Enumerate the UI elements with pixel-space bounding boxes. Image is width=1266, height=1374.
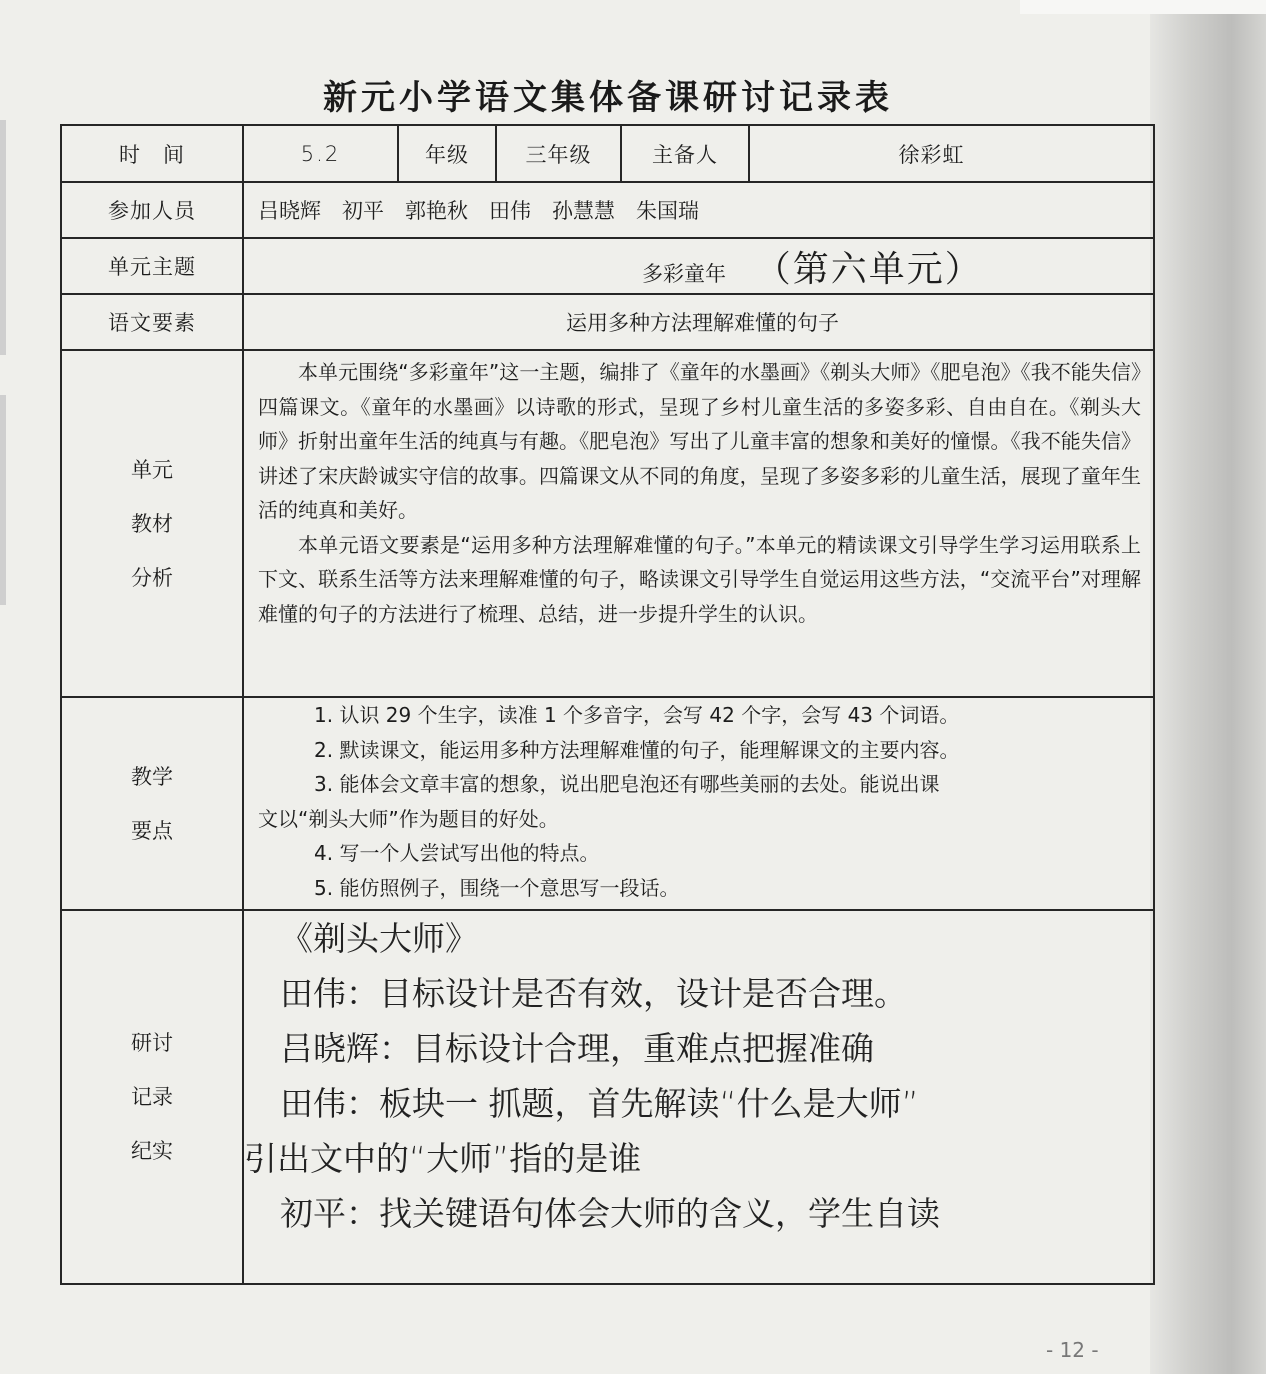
analysis-label-line: 单元 [131,457,173,482]
participants-row [61,182,1154,238]
participants-label: 参加人员 [61,182,243,238]
language-element-row [61,294,1154,350]
time-value: 5.2 [243,125,398,182]
discussion-note: 《剃头大师》 [280,919,478,958]
teaching-point: 5. 能仿照例子，围绕一个意思写一段话。 [314,875,680,900]
analysis-row [61,350,1154,697]
analysis-label-line: 教材 [131,511,173,536]
analysis-content [243,350,1154,697]
discussion-note: 吕晓辉：目标设计合理，重难点把握准确 [280,1029,874,1068]
language-element-value: 运用多种方法理解难懂的句子 [243,294,1154,350]
participants-value: 吕晓辉 初平 郭艳秋 田伟 孙慧慧 朱国瑞 [243,182,1154,238]
lead-value: 徐彩虹 [749,125,1154,182]
analysis-paragraph: 本单元围绕“多彩童年”这一主题，编排了《童年的水墨画》《剃头大师》《肥皂泡》《我不能失信》四篇课文。《童年的水墨画》以诗歌的形式，呈现了乡村儿童生活的多姿多彩、自由自在。《剃头大师》折射出童年生活的纯真与有趣。《肥皂泡》写出了儿童丰富的想象和美好的憧憬。《我不能失信》讲述了宋庆龄诚实守信的故事。四篇课文从不同的角度，呈现了多姿多彩的儿童生活，展现了童年生活的纯真和美好。 [258,360,1141,522]
teaching-points-label-line: 教学 [131,764,173,789]
scan-edge-mark [0,120,6,355]
analysis-label [61,350,243,697]
teaching-point: 文以“剃头大师”作为题目的好处。 [258,806,559,831]
discussion-label-line: 记录 [131,1085,173,1109]
discussion-notes [243,910,1154,1284]
discussion-note: 初平：找关键语句体会大师的含义，学生自读 [280,1194,940,1233]
header-row [61,125,1154,182]
analysis-label-line: 分析 [131,565,173,590]
scan-edge-mark [0,395,6,605]
discussion-row [61,910,1154,1284]
unit-theme-value: 多彩童年 [642,261,726,286]
unit-theme-label: 单元主题 [61,238,243,294]
teaching-points-label-line: 要点 [131,818,173,843]
unit-theme-cell [243,238,1154,294]
grade-value: 三年级 [496,125,621,182]
grade-label: 年级 [398,125,496,182]
language-element-label: 语文要素 [61,294,243,350]
time-label: 时 间 [61,125,243,182]
teaching-points-row [61,697,1154,910]
teaching-point: 4. 写一个人尝试写出他的特点。 [314,841,600,865]
teaching-points-label [61,697,243,910]
teaching-points-content [243,697,1154,910]
unit-number-handwritten: （第六单元） [754,248,983,290]
discussion-note: 田伟：板块一 抓题，首先解读“什么是大师” [280,1084,919,1123]
discussion-label-line: 纪实 [131,1139,173,1163]
teaching-point: 1. 认识 29 个生字，读准 1 个多音字，会写 42 个字，会写 43 个词语。 [314,703,960,727]
scan-shadow-right [1150,0,1266,1374]
lead-label: 主备人 [621,125,749,182]
page-number: - 12 - [1046,1338,1099,1362]
discussion-label-line: 研讨 [131,1031,173,1055]
analysis-paragraph: 本单元语文要素是“运用多种方法理解难懂的句子。”本单元的精读课文引导学生学习运用联系上下文、联系生活等方法来理解难懂的句子，略读课文引导学生自觉运用这些方法，“交流平台”对理解难懂的句子的方法进行了梳理、总结，进一步提升学生的认识。 [258,532,1141,626]
unit-theme-row [61,238,1154,294]
scan-edge-top [1020,0,1266,14]
discussion-note: 引出文中的“大师”指的是谁 [244,1139,642,1178]
discussion-note: 田伟：目标设计是否有效，设计是否合理。 [280,974,907,1013]
record-table [60,124,1155,1285]
teaching-point: 3. 能体会文章丰富的想象，说出肥皂泡还有哪些美丽的去处。能说出课 [314,772,940,796]
discussion-label [61,910,243,1284]
teaching-point: 2. 默读课文，能运用多种方法理解难懂的句子，能理解课文的主要内容。 [314,737,960,762]
page-title: 新元小学语文集体备课研讨记录表 [323,78,893,118]
